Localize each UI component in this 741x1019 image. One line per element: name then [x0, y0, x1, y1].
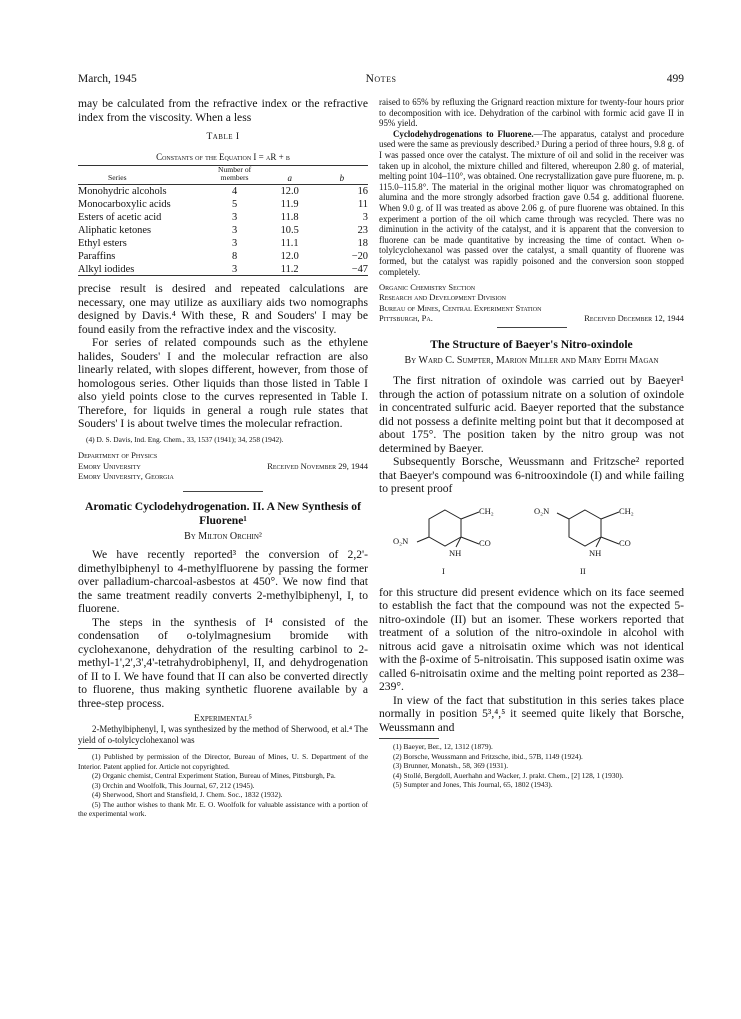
cell-members: 5	[231, 198, 238, 210]
cell-a: 11.9	[280, 198, 299, 210]
struct-I-co: CO	[479, 537, 491, 548]
cell-a: 12.0	[280, 250, 299, 262]
struct-II-co: CO	[619, 537, 631, 548]
paragraph: We have recently reported³ the conversion of 2,2'-dimethylbiphenyl to 4-methylfluorene by passing the former over palladium-charcoal-asbestos at 450°. We now find that the same treatment readily converts 2-methylbiphenyl, I, to fluorene.	[78, 548, 368, 616]
affiliation-received-row	[379, 313, 684, 323]
table-header-series: Series	[78, 166, 206, 185]
cell-members: 3	[231, 263, 238, 275]
paragraph: For series of related compounds such as the ethylene halides, Souders' I and the molecular refraction are also linearly related, with slopes different, however, from those of homologous series. Other liquids than those listed in Table I also yield points close to the curves represented in Table I. Therefore, for liquids in general a rough rule states that Souders' I is about twelve times the molecular refraction.	[78, 336, 368, 431]
table-row	[78, 263, 368, 276]
struct-I-o2n: O₂N	[393, 535, 409, 546]
footnote-rule	[78, 748, 138, 749]
page-number: 499	[666, 73, 684, 85]
intro-text: may be calculated from the refractive index or the refractive index from the viscosity. When a less	[78, 97, 368, 124]
footnote: (3) Brunner, Monatsh., 58, 369 (1931).	[393, 761, 509, 771]
struct-I-ch2: CH₂	[479, 505, 494, 516]
cell-series: Monocarboxylic acids	[78, 198, 171, 210]
cell-members: 3	[231, 224, 238, 236]
article-title: Aromatic Cyclodehydrogenation. II. A New Synthesis of Fluorene¹	[85, 500, 361, 527]
cell-members: 3	[231, 211, 238, 223]
received-date: Received November 29, 1944	[267, 460, 368, 471]
cell-b: 11	[357, 198, 368, 210]
cell-series: Esters of acetic acid	[78, 211, 162, 223]
byline: By Ward C. Sumpter, Marion Miller and Mary Edith Magan	[404, 355, 659, 367]
chemical-structures	[379, 500, 684, 584]
footnote: (2) Organic chemist, Central Experiment Station, Bureau of Mines, Pittsburgh, Pa.	[92, 771, 336, 781]
bond	[557, 513, 569, 519]
footnote-rule	[379, 738, 439, 739]
received-date: Received December 12, 1944	[584, 312, 684, 323]
structure-drawing	[379, 500, 684, 584]
table-header-members: Number of members	[206, 166, 264, 185]
paragraph: The first nitration of oxindole was carried out by Baeyer¹ through the action of potassium nitrate on a solution of oxindole in concentrated sulfuric acid. Baeyer reported that the substance did not possess a definite melting point but that it decomposed at about 175°. The position taken by the nitro group was not determined by Baeyer.	[379, 374, 684, 455]
cell-b: 23	[357, 224, 368, 236]
affiliation	[379, 282, 684, 323]
left-column	[78, 97, 368, 819]
cell-members: 8	[231, 250, 238, 262]
cell-b: 18	[357, 237, 368, 249]
struct-II-ch2: CH₂	[619, 505, 634, 516]
section-divider	[183, 491, 263, 492]
cell-members: 3	[231, 237, 238, 249]
table-row	[78, 198, 368, 211]
bond	[601, 512, 619, 519]
footnote: (4) D. S. Davis, Ind. Eng. Chem., 33, 1537 (1941); 34, 258 (1942).	[86, 434, 284, 444]
table-row	[78, 185, 368, 198]
affiliation-line: Research and Development Division	[379, 292, 506, 303]
bond	[601, 537, 619, 544]
table-caption: Constants of the Equation I = aR + b	[156, 152, 290, 162]
struct-II-o2n: O₂N	[534, 505, 550, 516]
constants-table	[78, 165, 368, 276]
table-row	[78, 211, 368, 224]
paragraph	[379, 129, 684, 277]
paragraph: Subsequently Borsche, Weussmann and Fritzsche² reported that Baeyer's compound was 6-nitrooxindole (I) and while failing to present proof	[379, 455, 684, 496]
bond	[461, 537, 479, 544]
page-header	[78, 73, 684, 87]
cell-b: 16	[357, 186, 368, 198]
header-section: Notes	[365, 73, 397, 85]
benzene-ring-II	[569, 510, 601, 546]
benzene-ring-I	[429, 510, 461, 546]
footnote: (5) Sumpter and Jones, This Journal, 65, 1802 (1943).	[393, 780, 553, 790]
footnote: (5) The author wishes to thank Mr. E. O. Woolfolk for valuable assistance with a portion of the experimental work.	[78, 799, 368, 819]
affiliation-line: Bureau of Mines, Central Experiment Station	[379, 302, 542, 313]
cell-a: 11.2	[280, 263, 299, 275]
table-header-b: b	[316, 166, 368, 185]
affiliation-received-row	[78, 461, 368, 471]
cell-a: 12.0	[280, 186, 299, 198]
footnote: (3) Orchin and Woolfolk, This Journal, 67, 212 (1945).	[92, 780, 255, 790]
byline: By Milton Orchin²	[184, 531, 262, 543]
footnote: (2) Borsche, Weussmann and Fritzsche, ibid., 57B, 1149 (1924).	[393, 751, 583, 761]
bond	[417, 537, 429, 542]
paragraph: The steps in the synthesis of I⁴ consisted of the condensation of o-tolylmagnesium bromide with cyclohexanone, dehydration of the resulting carbinol to 2-methyl-1',2',3',4'-tetrahydrobiphenyl, II, and dehydrogenation of II to I. We have found that II can also be converted directly to fluorene, thus making synthetic fluorene available by a three-step process.	[78, 615, 368, 710]
footnote: (4) Stollé, Bergdoll, Auerhahn and Wacker, J. prakt. Chem., [2] 128, 1 (1930).	[393, 770, 624, 780]
run-in-heading: Cyclodehydrogenations to Fluorene.	[393, 128, 534, 139]
cell-series: Alkyl iodides	[78, 263, 135, 275]
struct-II-nh: NH	[589, 547, 602, 558]
affiliation-line: Emory University, Georgia	[78, 470, 174, 481]
affiliation-line: Organic Chemistry Section	[379, 282, 476, 293]
cell-b: −47	[351, 263, 368, 275]
header-date: March, 1945	[78, 73, 137, 85]
paragraph-text: —The apparatus, catalyst and procedure used were the same as previously described.³ During a period of three hours, 9.8 g. of I was passed once over the catalyst. The mixture of oil and solid in the receiver was taken up in alcohol, the mixture chilled and filtered, whereupon 2.80 g. of material, melting point 104–110°, was obtained. One recrystallization gave pure fluorene, m. p. 115.0–115.8°. The material in the original mother liquor was chromatographed on alumina and the more strongly adsorbed fraction gave 0.54 g. additional fluorene. When 9.0 g. of II was treated as above 2.06 g. of pure fluorene was obtained. In this experiment a portion of the oil which came through was recycled. There was no diminution in the activity of the catalyst, and it is apparent that the conversion to fluorene can be made quantitative by increasing the time of contact. When o-tolylcyclohexanol was passed over the catalyst, a small quantity of fluorene was formed, but the catalyst was rapidly poisoned and the conversion soon stopped completely.	[379, 128, 684, 277]
paragraph: precise result is desired and repeated calculations are necessary, one may utilize as auxiliary aids two nomographs designed by Davis.⁴ With these, R and Souders' I may be found easily from the refractive index and the viscosity.	[78, 282, 368, 336]
struct-label-II: II	[580, 565, 586, 576]
experimental-heading: Experimental⁵	[194, 714, 252, 725]
footnote: (1) Published by permission of the Director, Bureau of Mines, U. S. Department of the Interior. Patent applied for. Article not copyrighted.	[78, 752, 368, 771]
cell-members: 4	[231, 186, 238, 198]
cell-series: Aliphatic ketones	[78, 224, 152, 236]
cell-a: 11.1	[280, 237, 299, 249]
affiliation-line: Department of Physics	[78, 450, 158, 461]
struct-label-I: I	[442, 565, 445, 576]
cell-b: −20	[351, 250, 368, 262]
bond	[461, 512, 479, 519]
footnote: (1) Baeyer, Ber., 12, 1312 (1879).	[393, 742, 493, 752]
cell-a: 10.5	[280, 224, 299, 236]
cell-series: Ethyl esters	[78, 237, 127, 249]
paragraph: for this structure did present evidence which on its face seemed to establish the fact that the compound was not the expected 5-nitro-oxindole (II) but an isomer. These workers reported that treatment of a solution of the nitro-oxindole in alcohol with nitrous acid gave a nitroisatin oxime which was not identical with the β-oxime of 5-nitroisatin. This supposed isatin oxime was called 6-nitroisatin oxime and the melting point reported as 238–239°.	[379, 585, 684, 694]
struct-I-nh: NH	[449, 547, 462, 558]
table-header-a: a	[264, 166, 316, 185]
cell-a: 11.8	[280, 211, 299, 223]
affiliation-line: Emory University	[78, 460, 141, 471]
affiliation	[78, 450, 368, 481]
right-column	[379, 97, 684, 790]
paragraph: raised to 65% by refluxing the Grignard reaction mixture for twenty-four hours prior to decomposition with ice. Dehydration of the carbinol with formic acid gave II in 95% yield.	[379, 97, 684, 129]
table-row	[78, 237, 368, 250]
table-title: Table I	[206, 132, 240, 142]
paragraph: 2-Methylbiphenyl, I, was synthesized by the method of Sherwood, et al.⁴ The yield of o-tolylcyclohexanol was	[78, 724, 368, 745]
article-title: The Structure of Baeyer's Nitro-oxindole	[430, 337, 633, 351]
table-row	[78, 250, 368, 263]
affiliation-line: Pittsburgh, Pa.	[379, 312, 433, 323]
cell-series: Monohydric alcohols	[78, 186, 167, 198]
paragraph: In view of the fact that substitution in this series takes place normally in position 5³,⁴,⁵ it seemed quite likely that Borsche, Weussmann and	[379, 693, 684, 734]
cell-b: 3	[362, 211, 368, 223]
footnote: (4) Sherwood, Short and Stansfield, J. Chem. Soc., 1832 (1932).	[92, 790, 283, 800]
cell-series: Paraffins	[78, 250, 116, 262]
section-divider	[497, 327, 567, 328]
table-row	[78, 224, 368, 237]
